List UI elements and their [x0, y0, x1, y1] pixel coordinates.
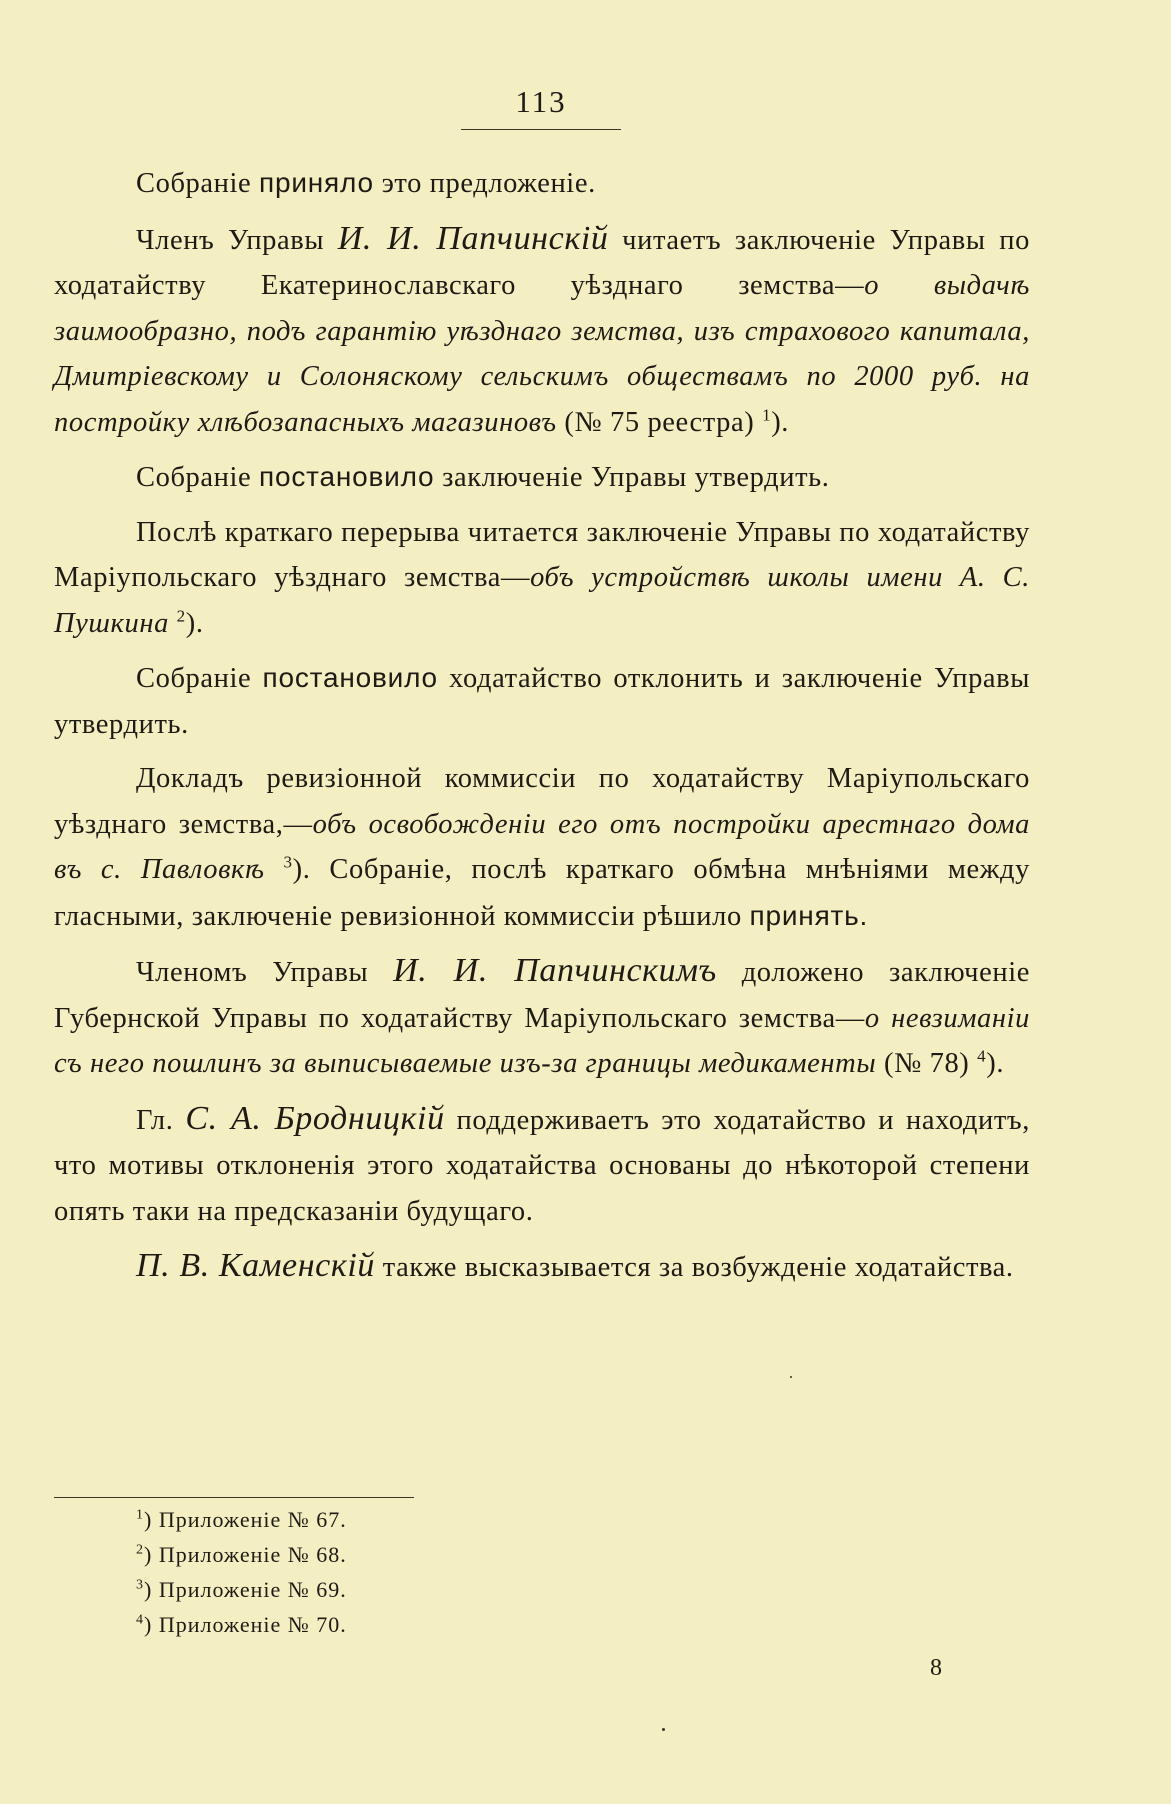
text-run: ).: [986, 1048, 1005, 1079]
main-text: [54, 160, 1030, 1291]
text-run: Гл.: [136, 1104, 186, 1136]
page-number-rule: [461, 129, 621, 130]
decision-word: постановило: [259, 461, 435, 492]
footnote-mark: 1: [136, 1507, 144, 1523]
text-run: [265, 854, 284, 885]
text-run: заключенiе Управы утвердить.: [434, 462, 830, 493]
paragraph-1: [54, 160, 1030, 207]
footnote-ref: 3: [283, 852, 293, 872]
text-run: Собранiе: [136, 663, 263, 694]
italic-subject: объ освобожденiи его отъ постройки арестнаго дома въ с. Павловкѣ: [54, 808, 1030, 885]
text-run: ).: [185, 607, 204, 639]
text-run: Членомъ Управы: [136, 957, 394, 988]
text-run: поддерживаетъ это ходатайство и находитъ, что мотивы отклоненiя этого ходатайства основаны до нѣкоторой степени опять таки на предсказанiи будущаго.: [54, 1104, 1030, 1227]
print-speck: [790, 1376, 792, 1378]
paragraph-5: [54, 655, 1030, 747]
footnote-text: ) Приложенiе № 67.: [144, 1507, 347, 1532]
footnote-ref: 2: [176, 606, 186, 625]
text-run: это предложенiе.: [373, 168, 596, 199]
text-run: ходатайство отклонить и заключенiе Управы утвердить.: [54, 663, 1030, 740]
person-name: С. А. Бродницкiй: [185, 1099, 445, 1137]
paragraph-4: [54, 510, 1030, 647]
footnote: [136, 1502, 347, 1537]
print-speck: [662, 1728, 665, 1731]
footnote-ref: 1: [762, 405, 772, 424]
italic-subject: о выдачѣ заимообразно, подъ гарантiю уѣзднаго земства, изъ страхового капитала, Дмитрiевскому и Солоняскому сельскимъ обществамъ по 2000 руб. на постройку хлѣбозапасныхъ магазиновъ: [54, 270, 1030, 438]
page-number: 113: [515, 84, 567, 119]
text-run: ). Собранiе, послѣ краткаго обмѣна мнѣнiями между гласными, заключенiе ревизiонной коммиссiи рѣшило: [54, 854, 1030, 932]
text-run: доложено заключенiе Губернской Управы по ходатайству Марiупольскаго земства—: [54, 957, 1030, 1034]
text-run: читаетъ заключенiе Управы по ходатайству Екатеринославскаго уѣзднаго земства—: [54, 224, 1030, 301]
person-name: И. И. Папчинскiй: [337, 219, 609, 257]
text-run: Собранiе: [136, 168, 260, 199]
footnote-ref: 4: [977, 1046, 987, 1066]
text-run: [169, 608, 177, 639]
footnote: [136, 1572, 347, 1607]
footnotes: [136, 1502, 347, 1642]
paragraph-6: [54, 756, 1030, 939]
footnote-text: ) Приложенiе № 69.: [144, 1577, 347, 1602]
footnote-rule: [54, 1497, 414, 1498]
text-run: (№ 78): [876, 1048, 978, 1079]
text-run: Членъ Управы: [136, 224, 338, 256]
italic-subject: объ устройствѣ школы имени А. С. Пушкина: [54, 562, 1030, 639]
text-run: ).: [771, 406, 790, 438]
decision-word: принять.: [749, 899, 869, 931]
footnote: [136, 1607, 347, 1642]
person-name: И. И. Папчинскимъ: [393, 952, 717, 989]
person-name: П. В. Каменскiй: [136, 1247, 375, 1284]
text-run: (№ 75 реестра): [556, 406, 763, 438]
text-run: Собранiе: [136, 462, 260, 493]
paragraph-3: [54, 454, 1030, 501]
signature-mark: 8: [930, 1655, 942, 1681]
footnote: [136, 1537, 347, 1572]
paragraph-7: [54, 948, 1030, 1087]
footnote-mark: 4: [136, 1612, 144, 1628]
footnote-text: ) Приложенiе № 68.: [144, 1542, 347, 1567]
italic-subject: о невзиманiи съ него пошлинъ за выписываемые изъ-за границы медикаменты: [54, 1002, 1030, 1079]
paragraph-8: [54, 1096, 1030, 1235]
paragraph-9: [54, 1243, 1030, 1291]
text-run: Докладъ ревизiонной коммиссiи по ходатайству Марiупольскаго уѣзднаго земства,—: [54, 763, 1030, 840]
decision-word: постановило: [262, 662, 438, 693]
paragraph-2: [54, 216, 1030, 446]
decision-word: приняло: [259, 167, 374, 198]
footnote-mark: 2: [136, 1542, 144, 1558]
text-run: также высказывается за возбужденiе ходатайства.: [375, 1252, 1014, 1283]
text-run: Послѣ краткаго перерыва читается заключенiе Управы по ходатайству Марiупольскаго уѣзднаго земства—: [54, 516, 1030, 593]
footnote-mark: 3: [136, 1577, 144, 1593]
footnote-text: ) Приложенiе № 70.: [144, 1612, 347, 1637]
